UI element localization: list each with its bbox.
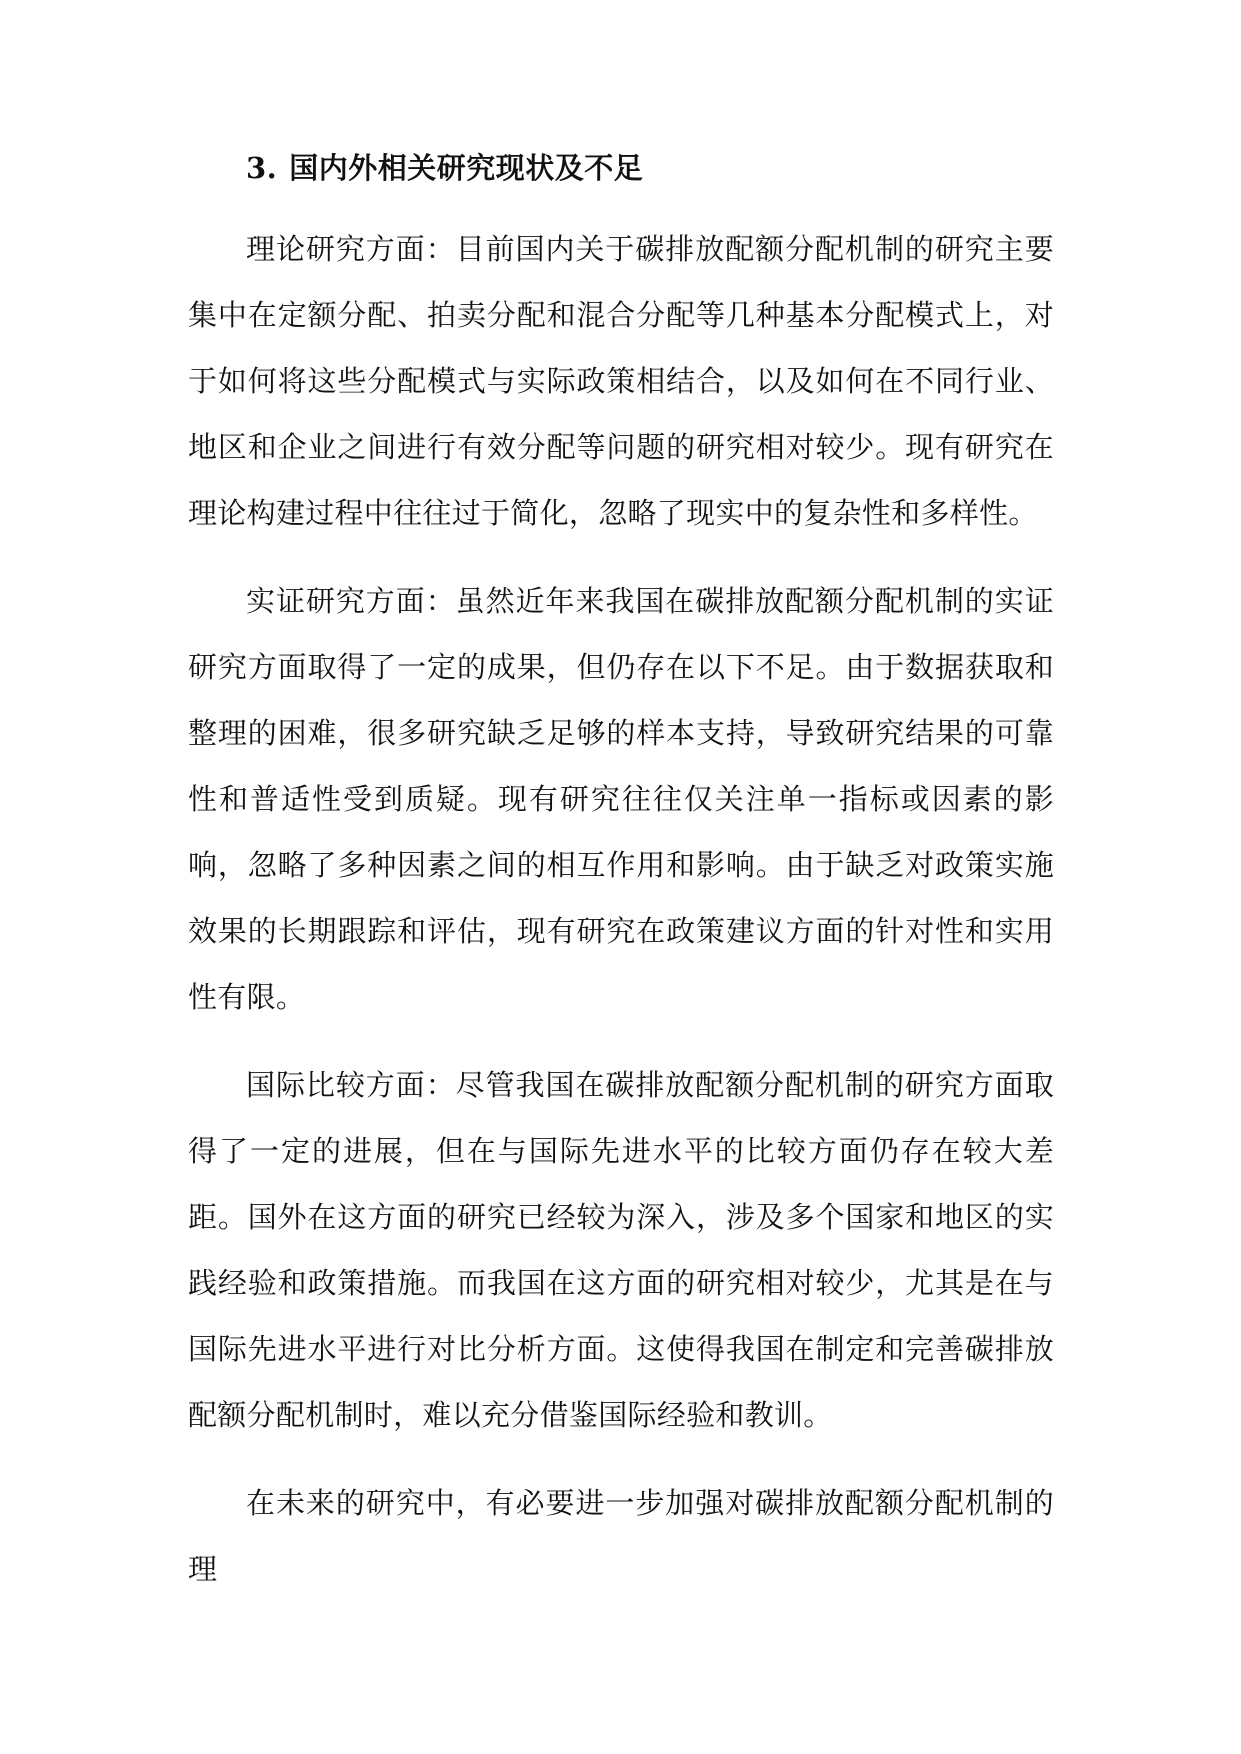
section-heading — [188, 138, 1054, 198]
paragraph-international: 国际比较方面：尽管我国在碳排放配额分配机制的研究方面取得了一定的进展，但在与国际先进水平的比较方面仍存在较大差距。国外在这方面的研究已经较为深入，涉及多个国家和地区的实践经验和政策措施。而我国在这方面的研究相对较少，尤其是在与国际先进水平进行对比分析方面。这使得我国在制定和完善碳排放配额分配机制时，难以充分借鉴国际经验和教训。 — [188, 1068, 1054, 1432]
section-number: 3. — [246, 151, 278, 185]
paragraph-future: 在未来的研究中，有必要进一步加强对碳排放配额分配机制的理 — [188, 1486, 1054, 1586]
section-title: 国内外相关研究现状及不足 — [289, 151, 644, 185]
paragraph-empirical: 实证研究方面：虽然近年来我国在碳排放配额分配机制的实证研究方面取得了一定的成果，但仍存在以下不足。由于数据获取和整理的困难，很多研究缺乏足够的样本支持，导致研究结果的可靠性和普适性受到质疑。现有研究往往仅关注单一指标或因素的影响，忽略了多种因素之间的相互作用和影响。由于缺乏对政策实施效果的长期跟踪和评估，现有研究在政策建议方面的针对性和实用性有限。 — [188, 584, 1054, 1014]
paragraph-theory: 理论研究方面：目前国内关于碳排放配额分配机制的研究主要集中在定额分配、拍卖分配和混合分配等几种基本分配模式上，对于如何将这些分配模式与实际政策相结合，以及如何在不同行业、地区和企业之间进行有效分配等问题的研究相对较少。现有研究在理论构建过程中往往过于简化，忽略了现实中的复杂性和多样性。 — [188, 232, 1054, 530]
page-content — [188, 138, 1054, 1602]
